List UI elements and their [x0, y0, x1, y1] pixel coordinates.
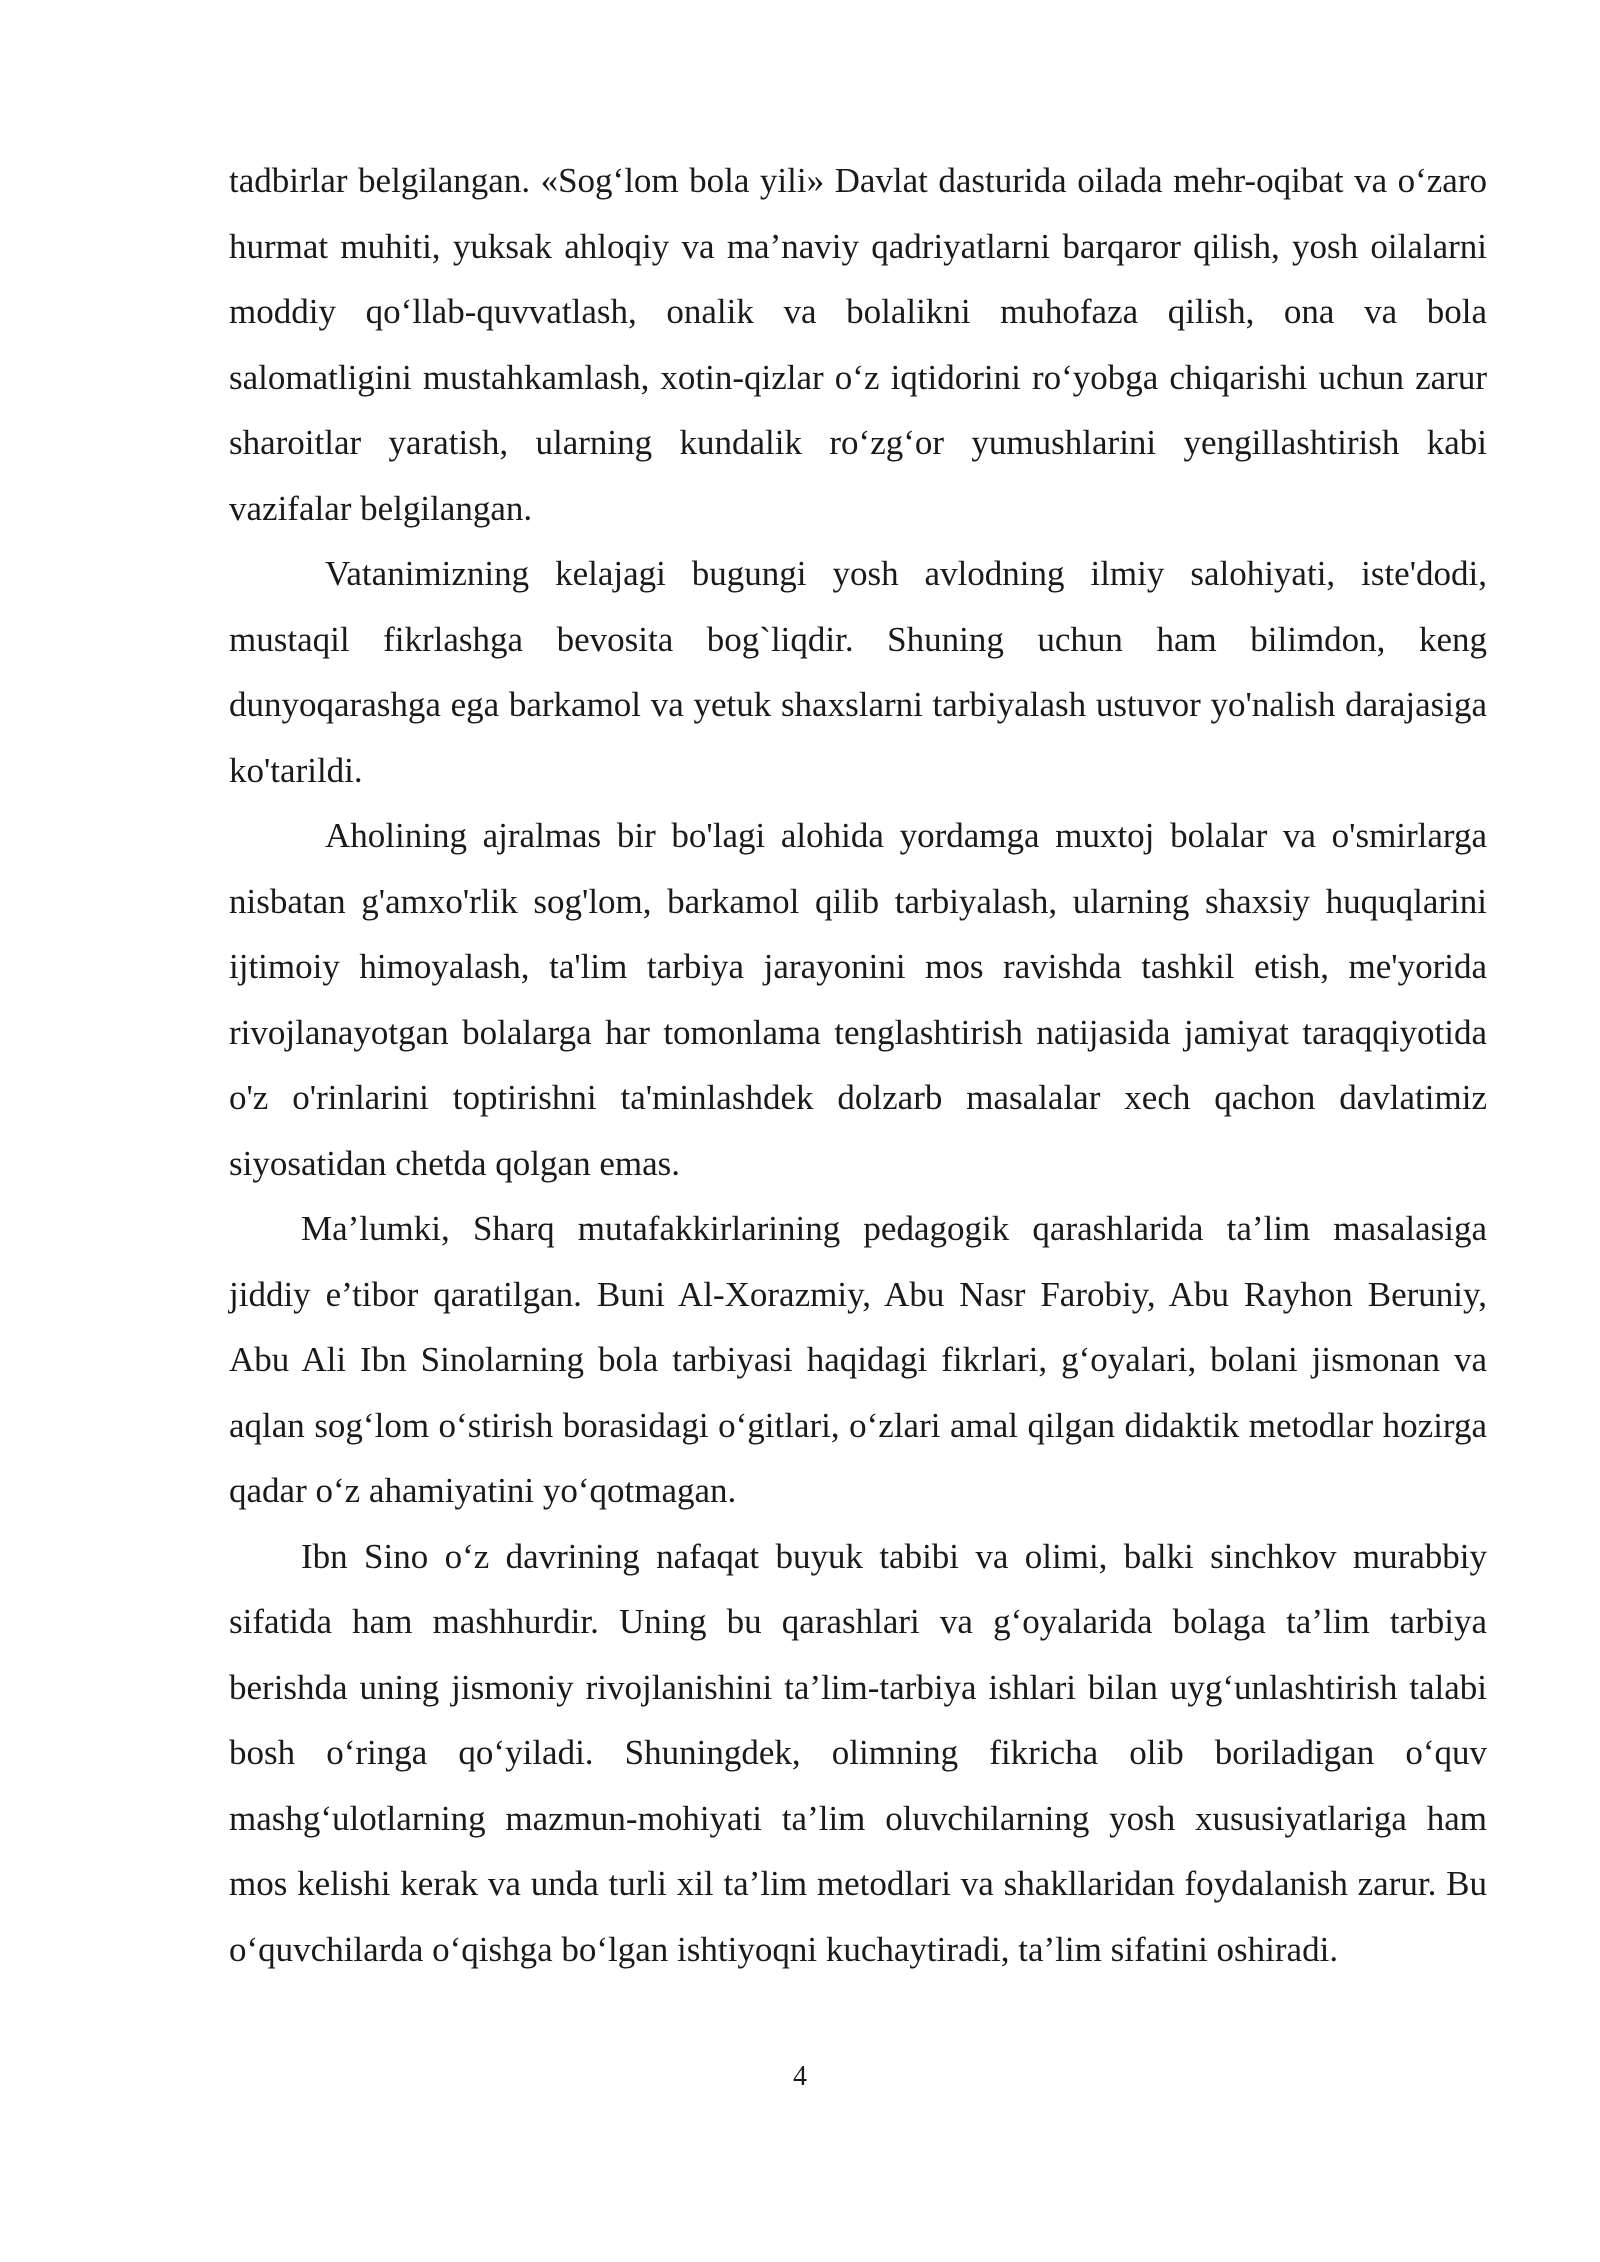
paragraph-vatanimiz: Vatanimizning kelajagi bugungi yosh avlodning ilmiy salohiyati, iste'dodi, mustaqil fikrlashga bevosita bog`liqdir. Shuning uchun ham bilimdon, keng dunyoqarashga ega barkamol va yetuk shaxslarni tarbiyalash ustuvor yo'nalish darajasiga ko'tarildi.	[229, 554, 1487, 790]
paragraph-continuation: tadbirlar belgilangan. «Sog‘lom bola yili» Davlat dasturida oilada mehr-oqibat va o‘zaro hurmat muhiti, yuksak ahloqiy va ma’naviy qadriyatlarni barqaror qilish, yosh oilalarni moddiy qo‘llab-quvvatlash, onalik va bolalikni muhofaza qilish, ona va bola salomatligini mustahkamlash, xotin-qizlar o‘z iqtidorini ro‘yobga chiqarishi uchun zarur sharoitlar yaratish, ularning kundalik ro‘zg‘or yumushlarini yengillashtirish kabi vazifalar belgilangan.	[229, 161, 1487, 528]
body-text	[229, 148, 1487, 1982]
page-number: 4	[793, 2061, 807, 2092]
paragraph-ibn-sino: Ibn Sino o‘z davrining nafaqat buyuk tabibi va olimi, balki sinchkov murabbiy sifatida ham mashhurdir. Uning bu qarashlari va g‘oyalarida bolaga ta’lim tarbiya berishda uning jismoniy rivojlanishini ta’lim-tarbiya ishlari bilan uyg‘unlashtirish talabi bosh o‘ringa qo‘yiladi. Shuningdek, olimning fikricha olib boriladigan o‘quv mashg‘ulotlarning mazmun-mohiyati ta’lim oluvchilarning yosh xususiyatlariga ham mos kelishi kerak va unda turli xil ta’lim metodlari va shakllaridan foydalanish zarur. Bu o‘quvchilarda o‘qishga bo‘lgan ishtiyoqni kuchaytiradi, ta’lim sifatini oshiradi.	[229, 1536, 1487, 1969]
paragraph-aholining: Aholining ajralmas bir bo'lagi alohida yordamga muxtoj bolalar va o'smirlarga nisbatan g'amxo'rlik sog'lom, barkamol qilib tarbiyalash, ularning shaxsiy huquqlarini ijtimoiy himoyalash, ta'lim tarbiya jarayonini mos ravishda tashkil etish, me'yorida rivojlanayotgan bolalarga har tomonlama tenglashtirish natijasida jamiyat taraqqiyotida o'z o'rinlarini toptirishni ta'minlashdek dolzarb masalalar xech qachon davlatimiz siyosatidan chetda qolgan emas.	[229, 816, 1487, 1183]
paragraph-malumki: Ma’lumki, Sharq mutafakkirlarining pedagogik qarashlarida ta’lim masalasiga jiddiy e’tibor qaratilgan. Buni Al-Xorazmiy, Abu Nasr Farobiy, Abu Rayhon Beruniy, Abu Ali Ibn Sinolarning bola tarbiyasi haqidagi fikrlari, g‘oyalari, bolani jismonan va aqlan sog‘lom o‘stirish borasidagi o‘gitlari, o‘zlari amal qilgan didaktik metodlar hozirga qadar o‘z ahamiyatini yo‘qotmagan.	[229, 1209, 1487, 1510]
